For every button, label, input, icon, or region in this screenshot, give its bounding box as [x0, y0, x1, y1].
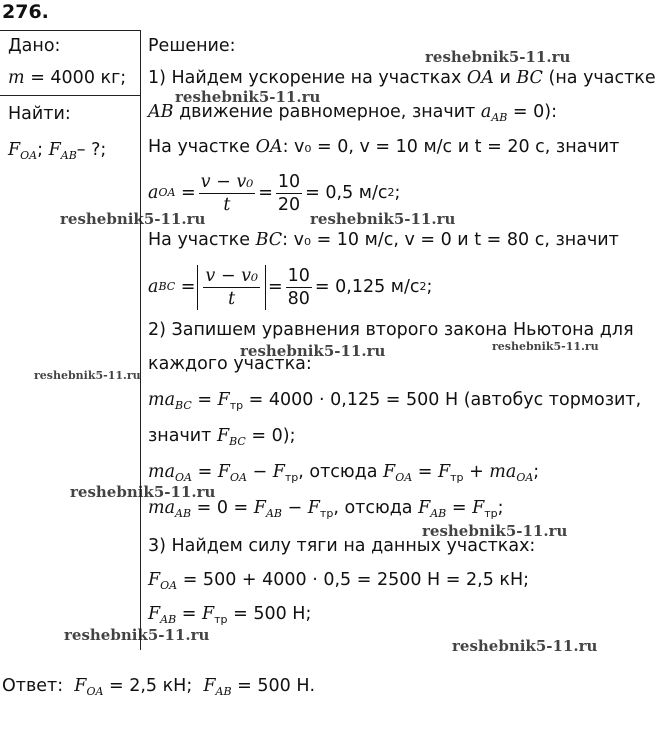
step2-line2: каждого участка: [148, 354, 312, 374]
watermark: reshebnik5-11.ru [64, 626, 210, 644]
answer-line: Ответ: $F_{OA} = 2,5$ кН; $F_{AB} = 500$ Н. [2, 676, 316, 698]
oa-acceleration-formula: a OA = $\frac{\text{v − v₀}}{t}$ = $\frac{10}{20}$ = 0,5 м/с 2 ; [148, 171, 401, 215]
step2-line1: 2) Запишем уравнения второго закона Ньютона для [148, 320, 634, 340]
watermark: reshebnik5-11.ru [34, 369, 141, 382]
equation-bc-tail: значит $F_{BC} = 0$); [148, 426, 296, 448]
step3-line: 3) Найдем силу тяги на данных участках: [148, 536, 536, 556]
solution-label: Решение: [148, 36, 236, 56]
force-oa-value: $F_{OA} = 500 + 4000 \cdot 0,5 = 2500$ Н = 2,5 кН; [148, 570, 530, 592]
watermark: reshebnik5-11.ru [422, 522, 568, 540]
bc-numeric-fraction: $\frac{10}{80}$ [287, 265, 310, 309]
watermark: reshebnik5-11.ru [425, 48, 571, 66]
force-ab-value: $F_{AB} = F_{тр} = 500$ Н; [148, 604, 312, 626]
bc-general-fraction: $\frac{\text{v − v₀}}{t}$ [205, 265, 258, 309]
table-column-divider [140, 30, 141, 650]
equation-oa: $ma_{OA} = F_{OA} - F_{тр}$, отсюда $F_{OA} = F_{тр} + ma_{OA}$; [148, 462, 540, 484]
watermark: reshebnik5-11.ru [310, 210, 456, 228]
given-label: Дано: [8, 36, 61, 56]
watermark: reshebnik5-11.ru [452, 637, 598, 655]
watermark: reshebnik5-11.ru [60, 210, 206, 228]
equation-bc: $ma_{BC} = F_{тр} = 4000 \cdot 0,125 = 500$ Н (автобус тормозит, [148, 390, 642, 412]
watermark: reshebnik5-11.ru [492, 340, 599, 353]
find-label: Найти: [8, 104, 71, 124]
watermark: reshebnik5-11.ru [70, 483, 216, 501]
problem-number: 276. [2, 1, 49, 23]
table-top-border [0, 30, 140, 31]
oa-general-fraction: $\frac{\text{v − v₀}}{t}$ [200, 171, 254, 215]
watermark: reshebnik5-11.ru [175, 88, 321, 106]
find-quantities: $F_{OA}$; $F_{AB}-$ ?; [8, 140, 107, 162]
oa-conditions: На участке OA: v₀ = 0, v = 10 м/с и t = 20 с, значит [148, 137, 620, 157]
step1-line1: 1) Найдем ускорение на участках OA и BC (на участке [148, 68, 656, 88]
oa-numeric-fraction: $\frac{10}{20}$ [277, 171, 301, 215]
bc-acceleration-formula: a BC = $\frac{\text{v − v₀}}{t}$ = $\frac{10}{80}$ = 0,125 м/с 2 ; [148, 265, 433, 309]
bc-conditions: На участке BC: v₀ = 10 м/с, v = 0 и t = 80 с, значит [148, 230, 619, 250]
step1-line2: AB движение равномерное, значит $a_{AB} = 0$): [148, 102, 558, 124]
equation-ab: $ma_{AB} = 0 = F_{AB} - F_{тр}$, отсюда $F_{AB} = F_{тр}$; [148, 498, 504, 520]
given-mass: m = 4000 кг; [8, 68, 127, 88]
watermark: reshebnik5-11.ru [240, 342, 386, 360]
given-separator [0, 95, 140, 96]
